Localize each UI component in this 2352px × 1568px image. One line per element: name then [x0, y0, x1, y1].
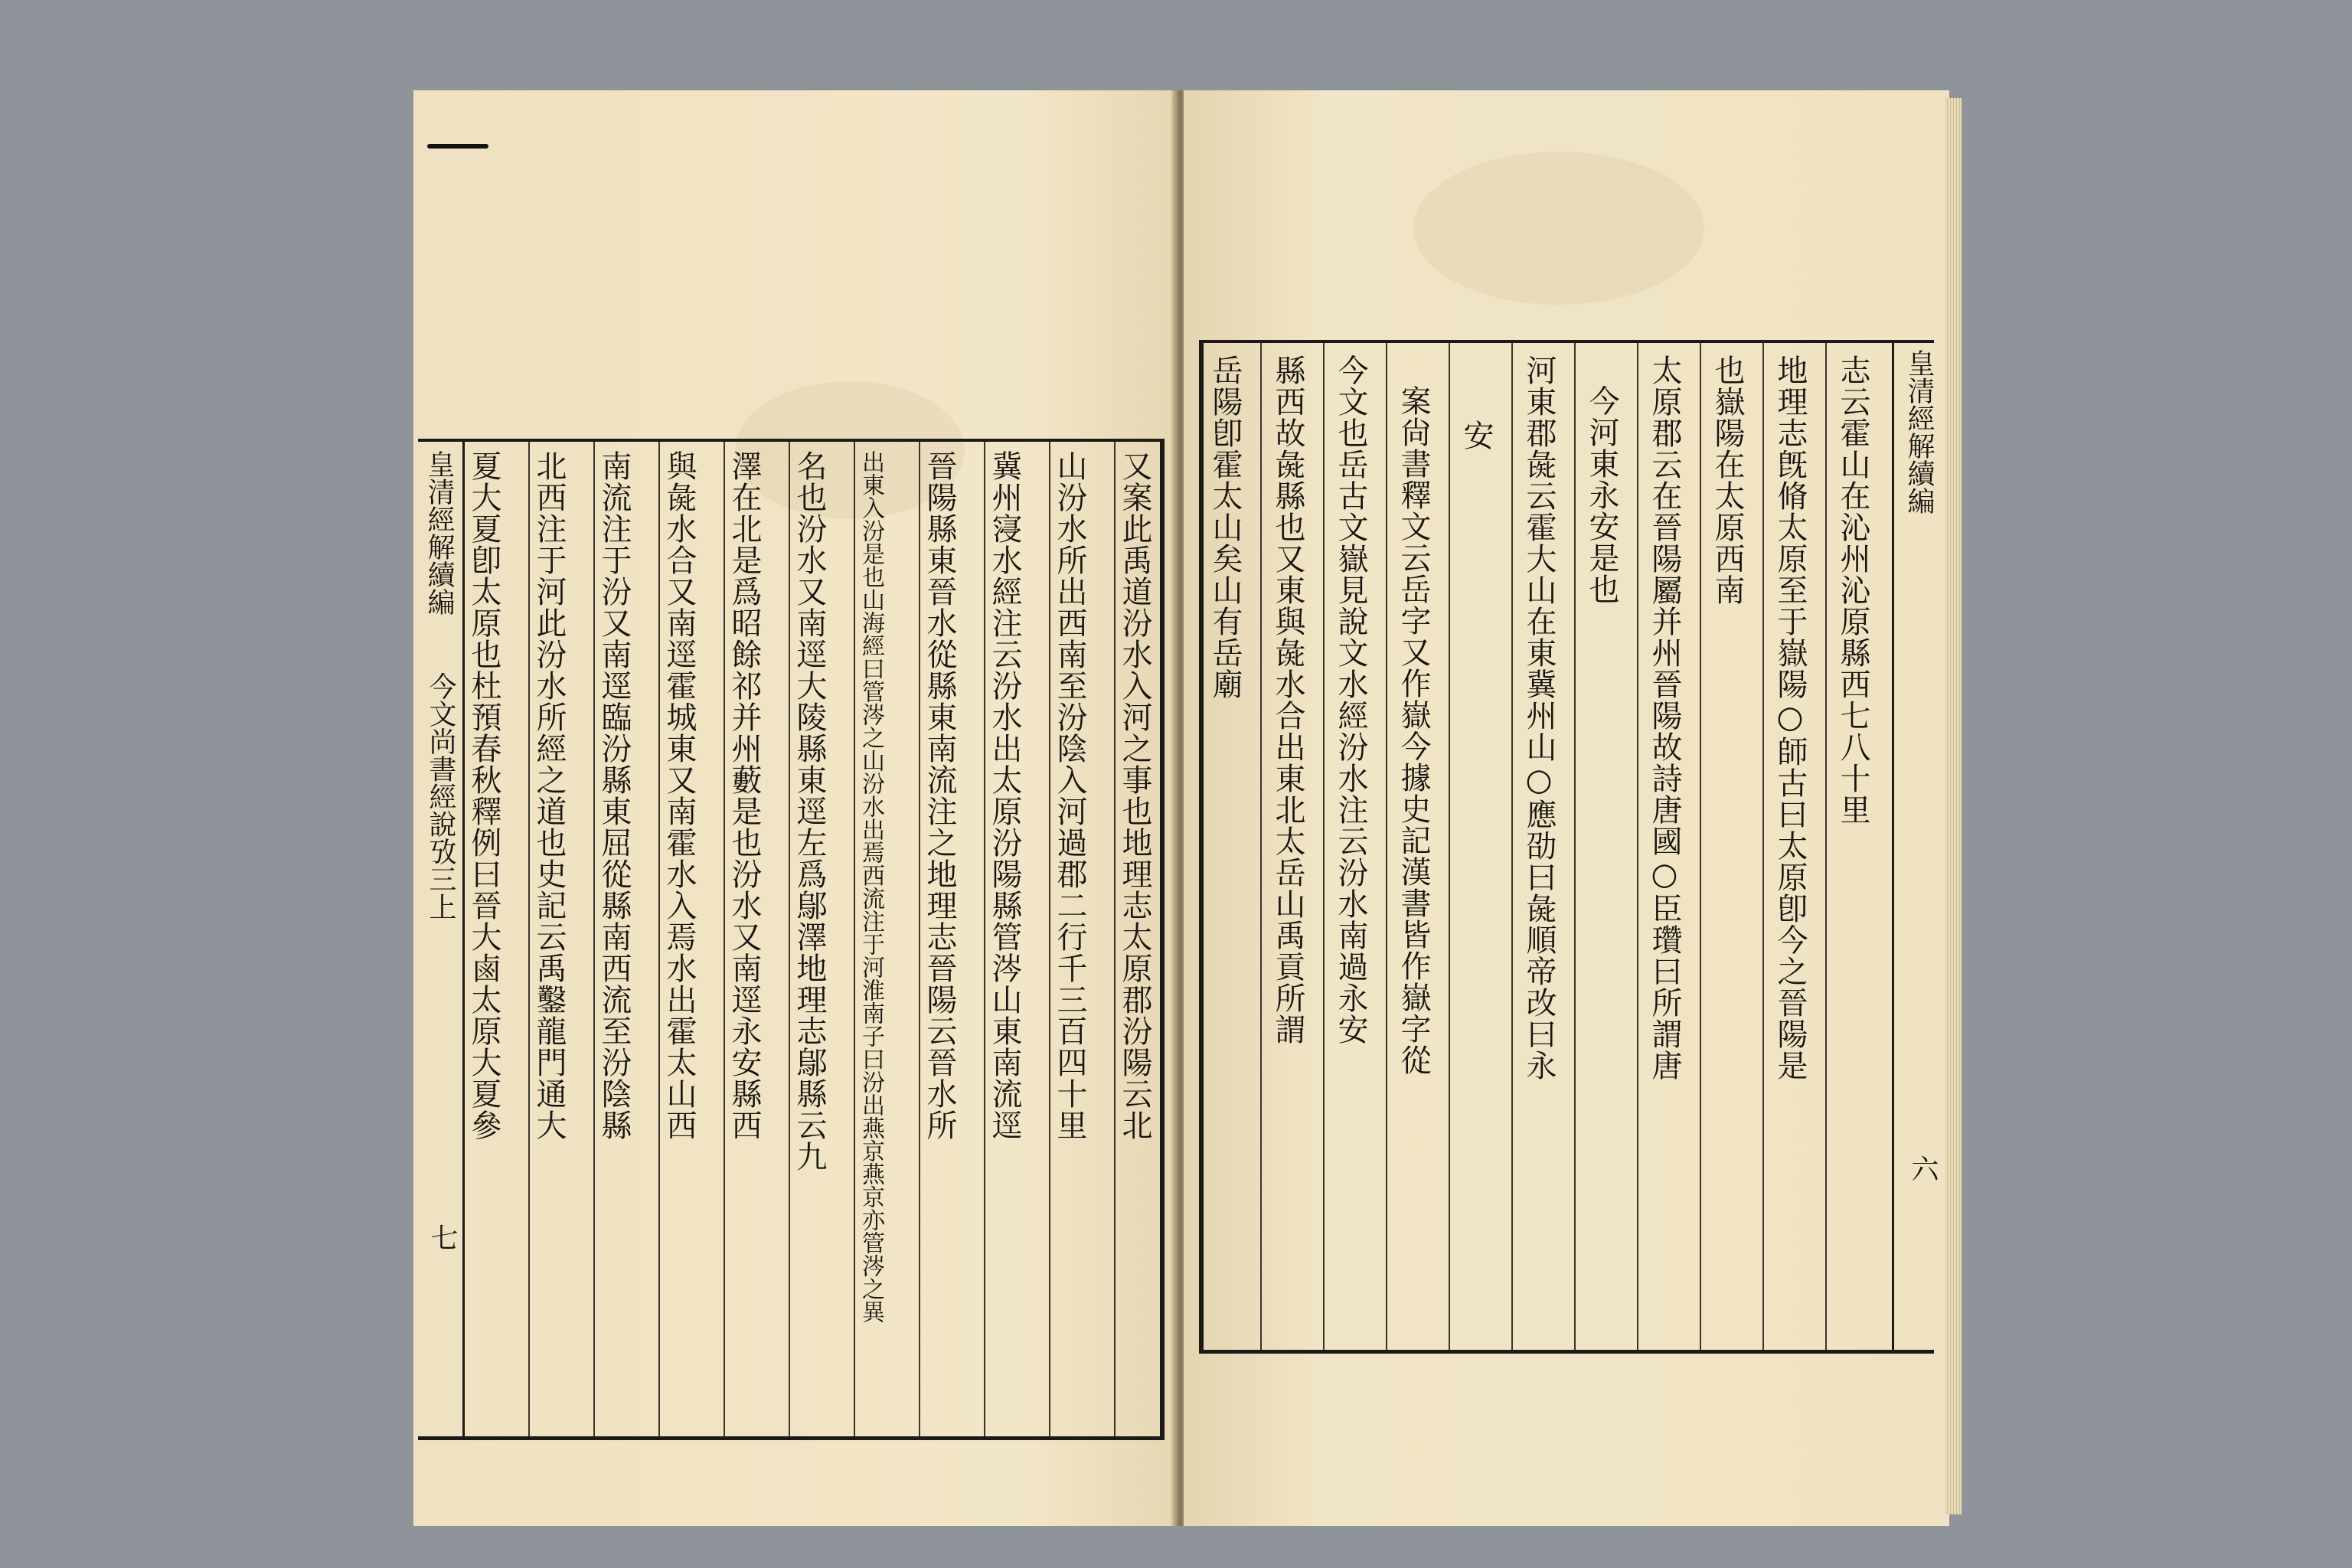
column-divider: [1323, 343, 1325, 1350]
text-column: 與彘水合又南逕霍城東又南霍水入焉水出霍太山西: [662, 450, 697, 1141]
column-divider: [789, 442, 790, 1436]
text-column: 河東郡彘云霍大山在東冀州山○應劭曰彘順帝改曰永: [1521, 354, 1557, 1081]
page-edges: [1945, 98, 1962, 1514]
page-number: 七: [426, 1223, 458, 1251]
text-column: 岳陽卽霍太山矣山有岳廟: [1207, 354, 1243, 700]
right-border: [1160, 439, 1165, 1440]
text-column: 今河東永安是也: [1584, 385, 1619, 605]
text-column: 也嶽陽在太原西南: [1710, 354, 1745, 606]
column-divider: [724, 442, 725, 1436]
column-divider: [1260, 343, 1262, 1350]
text-column: 澤在北是爲昭餘祁并州藪是也汾水又南逕永安縣西: [727, 450, 762, 1141]
open-book: [413, 90, 1949, 1526]
column-divider: [1386, 343, 1387, 1350]
section-title: 今文尚書經說攷三上: [425, 672, 456, 920]
text-column: 地理志旣脩太原至于嶽陽○師古曰太原卽今之晉陽是: [1772, 354, 1808, 1081]
running-title: 皇清經解續編: [423, 450, 455, 616]
column-divider: [1574, 343, 1576, 1350]
column-divider: [1637, 343, 1638, 1350]
text-column: 安: [1459, 420, 1494, 451]
text-column: 志云霍山在沁州沁原縣西七八十里: [1835, 354, 1870, 825]
column-divider: [854, 442, 855, 1436]
text-column: 出東入汾是也山海經曰管涔之山汾水出焉西流注于河淮南子曰汾出燕京燕京亦管涔之異: [858, 450, 884, 1323]
text-column: 晉陽縣東晉水從縣東南流注之地理志晉陽云晉水所: [922, 450, 957, 1141]
column-divider: [658, 442, 660, 1436]
text-column: 太原郡云在晉陽屬并州晉陽故詩唐國○臣瓚曰所謂唐: [1647, 354, 1682, 1081]
page-number: 六: [1907, 1155, 1939, 1182]
column-divider: [1049, 442, 1050, 1436]
text-column: 北西注于河此汾水所經之道也史記云禹鑿龍門通大: [531, 450, 567, 1141]
spine-title-border: [462, 439, 465, 1440]
text-column: 名也汾水又南逕大陵縣東逕左爲鄔澤地理志鄔縣云九: [792, 450, 827, 1172]
column-divider: [1700, 343, 1701, 1350]
text-column: 山汾水所出西南至汾陰入河過郡二行千三百四十里: [1052, 450, 1087, 1141]
text-column: 夏大夏卽太原也杜預春秋釋例曰晉大鹵太原大夏參: [466, 450, 501, 1141]
right-page: [1184, 90, 1949, 1526]
text-column: 南流注于汾又南逕臨汾縣東屈從縣南西流至汾陰縣: [596, 450, 632, 1141]
text-column: 冀州寖水經注云汾水出太原汾陽縣管涔山東南流逕: [987, 450, 1022, 1141]
column-divider: [1114, 442, 1116, 1436]
bottom-border: [418, 1436, 1164, 1440]
column-divider: [528, 442, 530, 1436]
page-marker: [427, 144, 488, 149]
column-divider: [1825, 343, 1827, 1350]
column-divider: [1762, 343, 1764, 1350]
column-divider: [593, 442, 595, 1436]
top-border: [1199, 340, 1934, 343]
text-column: 縣西故彘縣也又東與彘水合出東北太岳山禹貢所謂: [1270, 354, 1305, 1045]
text-column: 今文也岳古文嶽見說文水經汾水注云汾水南過永安: [1333, 354, 1368, 1045]
bottom-border: [1199, 1350, 1934, 1354]
left-page: [413, 90, 1178, 1526]
left-border: [1199, 340, 1204, 1354]
text-column: 案尙書釋文云岳字又作嶽今據史記漢書皆作嶽字從: [1396, 385, 1431, 1076]
column-divider: [1449, 343, 1450, 1350]
column-divider: [1511, 343, 1513, 1350]
paper-stain: [1413, 152, 1704, 305]
column-divider: [919, 442, 920, 1436]
running-title: 皇清經解續編: [1903, 349, 1935, 514]
column-divider: [984, 442, 985, 1436]
text-column: 又案此禹道汾水入河之事也地理志太原郡汾陽云北: [1117, 450, 1152, 1141]
top-border: [418, 439, 1164, 442]
margin-title-border: [1892, 340, 1894, 1354]
